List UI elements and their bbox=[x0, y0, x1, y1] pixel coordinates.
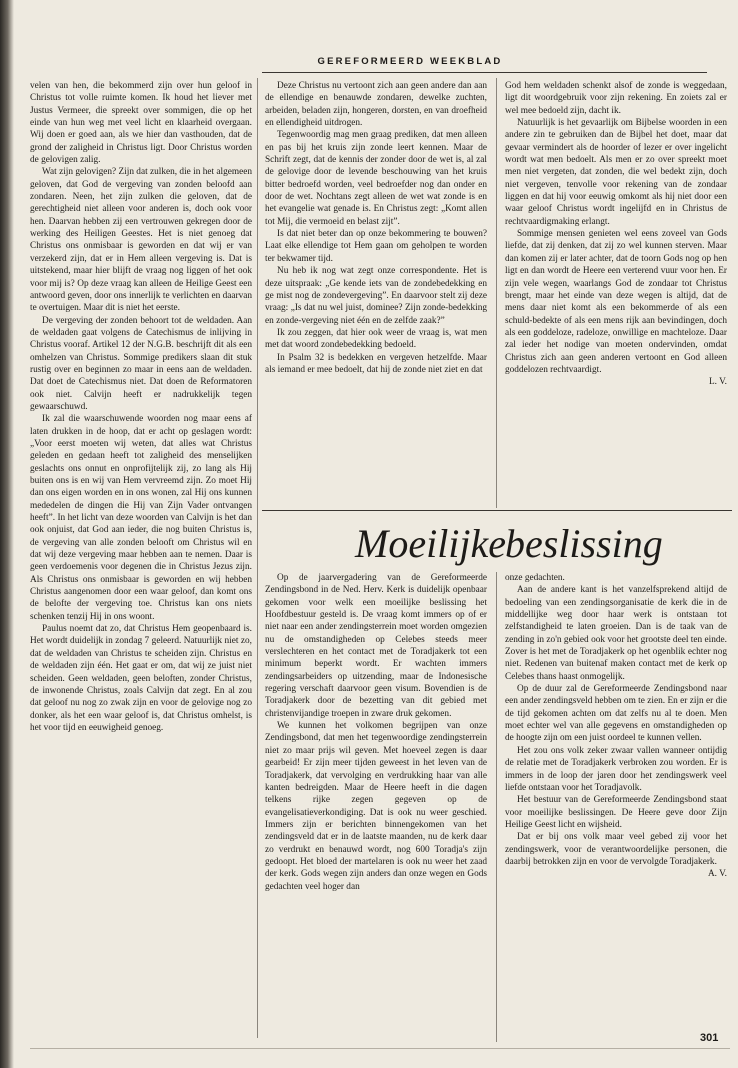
paragraph: We kunnen het volkomen begrijpen van onze Zendingsbond, dat men het tegenwoordige zendingsterrein niet zo maar prijs wil geven. Met hoeveel zegen is daar gearbeid! Er zijn meer tijden geweest in het leven van de Toradjakerk, dat vervolging en verdrukking haar van alle kanten bedreigden. Maar de Heere heeft in die dagen telkens rijke zegen gegeven op de evangelisatieverkondiging. Dat is ook nu weer geschied. Immers zijn er berichten binnengekomen van het zendingsveld dat er in de laatste maanden, nu de kerk daar zo verdrukt en benauwd wordt, nog 600 Toradja's zijn gedoopt. Het bloed der martelaren is ook nu weer het zaad der kerk. Gods wegen zijn anders dan onze wegen en Gods gedachten veel hoger dan bbox=[265, 721, 487, 892]
paragraph: Wat zijn gelovigen? Zijn dat zulken, die in het algemeen geloven, dat God de vergeving van zonden beloofd aan zondaren. Neen, het zijn zulken die geloven, dat de gerechtigheid niet alleen voor anderen is, doch ook voor hen. Daarvan hebben zij een vertrouwen gekregen door de werking des Heiligen Geestes. Het is niet genoeg dat Christus ons onmisbaar is geworden en dat wij er van verzekerd zijn, dat er in Hem alleen vergeving is. Dat is uitstekend, maar hier blijft de vraag nog liggen of het ook voor mij is? Op deze vraag kan alleen de Heilige Geest een antwoord geven, door ons innerlijk te verlichten en daarvan te overtuigen. Maar dit is niet het eerste. bbox=[30, 167, 252, 314]
paragraph: velen van hen, die bekommerd zijn over hun geloof in Christus tot volle ruimte komen. Ik houd het liever met Justus Vermeer, die spreekt over sommigen, die op het einde van hun weg met veel licht en klaarheid overgaan. Wij doen er goed aan, als we hier dan vasthouden, dat de grond der zaligheid in Christus ligt. Door Christus worden de gelovigen zalig. bbox=[30, 81, 252, 166]
headline-word: Moeilijke bbox=[355, 521, 507, 566]
paragraph: Nu heb ik nog wat zegt onze correspondente. Het is deze uitspraak: „Ge kende iets van de zondebedekking en ge mist nog de zondevergeving”. En daarvoor stelt zij deze vraag: „Is dat nu wel juist, dominee? Zijn zonde-bedekking en zonde-vergeving niet één en de zelfde zaak?” bbox=[265, 266, 487, 326]
paragraph: Het bestuur van de Gereformeerde Zendingsbond staat voor moeilijke beslissingen. De Heere geve door Zijn Heilige Geest licht en wijsheid. bbox=[505, 795, 727, 830]
paragraph: In Psalm 32 is bedekken en vergeven hetzelfde. Maar als iemand er mee bedoelt, dat hij de zonde niet ziet en dat bbox=[265, 352, 487, 375]
paragraph: Deze Christus nu vertoont zich aan geen andere dan aan de ellendige en benauwde zondaren, dewelke zuchten, arbeiden, beladen zijn, hongeren, dorsten, en van droefheid en ellendigheid uitdrogen. bbox=[265, 81, 487, 129]
author-signature: A. V. bbox=[707, 869, 727, 880]
header-rule bbox=[262, 72, 707, 73]
paragraph: De vergeving der zonden behoort tot de weldaden. Aan de weldaden gaat volgens de Catechismus de inlijving in Christus vooraf. Artikel 12 der N.G.B. beschrijft dit als een omhelzen van Christus. Sommige predikers slaan dit stuk rustig over en beginnen zo maar in eens aan de weldaden. Dat doet de Catechismus niet. Dat doen de Reformatoren ook niet. Calvijn heeft er nadrukkelijk tegen gewaarschuwd. bbox=[30, 315, 252, 412]
article-column-right bbox=[505, 572, 727, 1042]
column-divider bbox=[496, 78, 497, 508]
text-column-2 bbox=[265, 80, 487, 500]
paragraph: Sommige mensen genieten wel eens zoveel van Gods liefde, dat zij denken, dat zij zo wel kunnen sterven. Maar dan komen zij er later achter, dat de toorn Gods nog op hen ligt en dan wordt de Heere een verterend vuur voor hen. Er zijn vele wegen, waarlangs God de zondaar tot Christus brengt, maar het einde van deze wegen is altijd, dat de mens daar niet komt als een bekommerde of als een schuld-bedekte of als een mens rijk aan bevindingen, doch als een goddeloze, radeloze, onwillige en machteloze. Daar zal ieder het nodige van moeten ondervinden, omdat Christus zich aan geen anderen vertoont en God alleen goddelozen rechtvaardigt. bbox=[505, 229, 727, 375]
column-divider bbox=[496, 572, 497, 1042]
headline-word: beslissing bbox=[505, 521, 663, 566]
page-edge-shadow bbox=[0, 0, 14, 1068]
paragraph: Natuurlijk is het gevaarlijk om Bijbelse woorden in een andere zin te gebruiken dan de Bijbel het doet, maar dat gevaar vermindert als de hoorder of lezer er over ingelicht wordt wat men bedoelt. Als men er zo over spreekt moet men niet vergeten, dat zonden, die wel bedekt zijn, doch niet vergeven, tenvolle voor rekening van de zondaar liggen en dat hij voor eeuwig omkomt als hij niet door een waar geloof Christus wordt ingelijfd en in Christus de rechtvaardigmaking erlangt. bbox=[505, 118, 727, 227]
paragraph: Ik zou zeggen, dat hier ook weer de vraag is, wat men met dat woord zondebedekking bedoeld. bbox=[265, 327, 487, 351]
section-rule bbox=[262, 510, 732, 511]
paragraph: Aan de andere kant is het vanzelfsprekend altijd de bedoeling van een zendingsorganisatie de kerk die in de middellijke weg door haar werk is ontstaan tot zelfstandigheid te laten groeien. Dan is de taak van de zending in zo'n gebied ook voor het grootste deel ten einde. Zover is het met de Toradjakerk op het ogenblik echter nog niet. Redenen van buitenaf maken contact met de kerk op Celebes thans haast onmogelijk. bbox=[505, 585, 727, 682]
running-header: GEREFORMEERD WEEKBLAD bbox=[317, 56, 503, 67]
paragraph: Tegenwoordig mag men graag prediken, dat men alleen en pas bij het kruis zijn zonde leert kennen. Maar de Schrift zegt, dat de kennis der zonder door de wet is, al zal de gelovige door de levende beschouwing van het kruis bitter bedroefd worden, veel bedroefder nog dan onder en door de wet. Nochtans zegt alleen de wet wat zonde is en het evangelie wat genade is. En Christus zegt: „Komt allen tot Mij, die vermoeid en belast zijt”. bbox=[265, 130, 487, 227]
paragraph: onze gedachten. bbox=[505, 573, 565, 583]
paragraph: Paulus noemt dat zo, dat Christus Hem geopenbaard is. Het wordt duidelijk in zondag 7 geleerd. Natuurlijk niet zo, dat de weldaden van Christus te scheiden zijn. Christus en de weldaden zijn één. Het gaat er om, dat wij ze juist niet scheiden. Geen weldaden, geen beloften, zonder Christus, de inwonende Christus, zoals Calvijn dat zegt. En al zou dat geloof nu nog zo zwak zijn en voor de gelovige nog zo donker, als het een waar geloof is, dat Christus omhelst, is het voor tijd en eeuwigheid genoeg. bbox=[30, 624, 252, 733]
page-number: 301 bbox=[700, 1032, 719, 1044]
text-column-3 bbox=[505, 80, 727, 500]
footer-rule bbox=[30, 1048, 730, 1049]
author-signature: L. V. bbox=[709, 377, 727, 388]
text-column-1 bbox=[30, 80, 252, 1040]
paragraph: Op de jaarvergadering van de Gereformeerde Zendingsbond in de Ned. Herv. Kerk is duidelijk openbaar gekomen voor welk een moeilijke beslissing het Hoofdbestuur gesteld is. De vraag komt immers op of er niet naar een ander zendingsterrein moet worden omgezien nu de omstandigheden op Celebes steeds meer verslechteren en het contact met de Toradjakerk tot een minimum beperkt wordt. Er wachten immers zendingsarbeiders op uitzending, maar de Indonesische regering verschaft daarvoor geen visum. Bovendien is de Toradjakerk door de bezetting van dit gebied met christenvijandige troepen in zware druk gekomen. bbox=[265, 573, 487, 719]
paragraph: Is dat niet beter dan op onze bekommering te bouwen? Laat elke ellendige tot Hem gaan om geholpen te worden ter bekwamer tijd. bbox=[265, 229, 487, 264]
paragraph: Ik zal die waarschuwende woorden nog maar eens af laten drukken in de hoop, dat er acht op geslagen wordt: „Voor eerst moeten wij weten, dat alles wat Christus geleden en gedaan heeft tot zaligheid des menselijken geslachts ons onnut en onprofijtelijk zij, zo lang als Hij buiten ons is en wij van Hem vervreemd zijn. Zo moet Hij dan ons eigen worden en in ons wonen, zal Hij ons kunnen mededelen de dingen die Hij van Zijn Vader ontvangen heeft”. In het licht van deze woorden van Calvijn is het dan ook onjuist, dat God aan ieder, die nog buiten Christus is, de vergeving van alle zonden belooft om Christus wil en dat wij deze vergeving maar hebben aan te nemen. Daar is geen verdoemenis voor degenen die in Christus Jezus zijn. Als Christus ons onmisbaar is geworden en wij hebben Christus aangenomen door een waar geloof, dan komt ons de belofte der vergeving toe. Christus kan ons niets schenken tenzij Hij in ons woont. bbox=[30, 414, 252, 622]
article-column-left bbox=[265, 572, 487, 1042]
paragraph: Dat er bij ons volk maar veel gebed zij voor het zendingswerk, voor de verantwoordelijke personen, die daarbij betrokken zijn en voor de vervolgde Toradjakerk. bbox=[505, 832, 727, 867]
paragraph: Op de duur zal de Gereformeerde Zendingsbond naar een ander zendingsveld hebben om te zien. En er zijn er die de tijd gekomen achten om dat zelfs nu al te doen. Men moet echter wel van alle gegevens en omstandigheden op de hoogte zijn om een juist oordeel te kunnen vellen. bbox=[505, 684, 727, 744]
column-divider bbox=[257, 78, 258, 1038]
paragraph: God hem weldaden schenkt alsof de zonde is weggedaan, ligt dit woordgebruik voor zijn rekening. En zoiets zal er wel mee bedoeld zijn, dacht ik. bbox=[505, 81, 727, 116]
paragraph: Het zou ons volk zeker zwaar vallen wanneer ontijdig de relatie met de Toradjakerk verbroken zou worden. Er is immers in de loop der jaren door het zendingswerk veel liefde ontstaan voor het Toradjavolk. bbox=[505, 745, 727, 793]
